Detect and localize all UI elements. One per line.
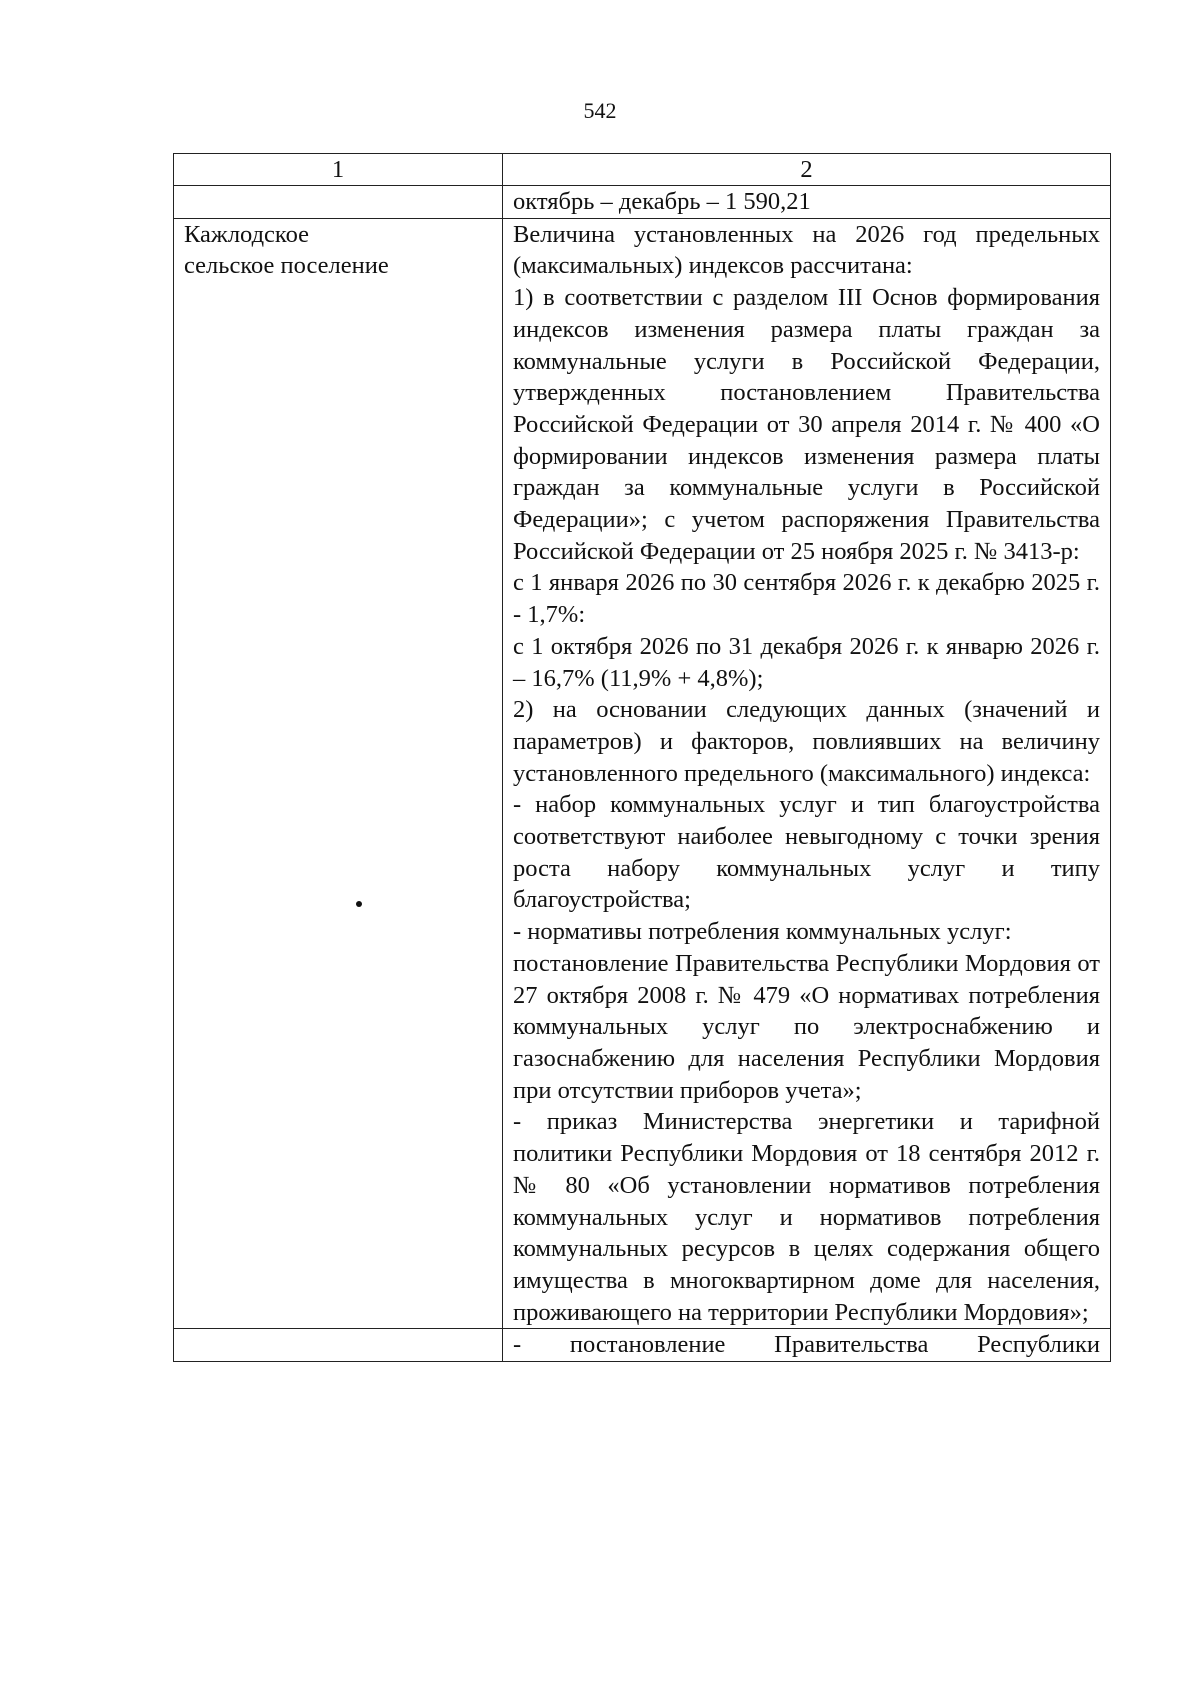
paragraph-intro: Величина установленных на 2026 год предельных (максимальных) индексов рассчитана:: [513, 220, 1100, 280]
header-cell-2: 2: [503, 154, 1111, 186]
row2-col1: [174, 218, 503, 1329]
page-number: 542: [583, 98, 617, 123]
paragraph-item-2: 2) на основании следующих данных (значений и параметров) и факторов, повлиявших на величину установленного предельного (максимального) индекса:: [513, 696, 1100, 787]
paragraph-order-80: - приказ Министерства энергетики и тарифной политики Республики Мордовия от 18 сентября 2012 г. № 80 «Об установлении нормативов потребления коммунальных услуг и нормативов потребления коммунальных ресурсов в целях содержания общего имущества в многоквартирном доме для населения, проживающего на территории Республики Мордовия»;: [513, 1108, 1100, 1326]
row1-col1: [174, 186, 503, 219]
paragraph-services-set: - набор коммунальных услуг и тип благоустройства соответствуют наиболее невыгодному с точки зрения роста набору коммунальных услуг и типу благоустройства;: [513, 791, 1100, 914]
row3-col1: [174, 1329, 503, 1362]
row2-col2: [503, 218, 1111, 1329]
row3-col2: [503, 1329, 1111, 1362]
paragraph-norms-heading: - нормативы потребления коммунальных услуг:: [513, 918, 1012, 946]
header-cell-1: 1: [174, 154, 503, 186]
table-row: [174, 186, 1111, 219]
table-row: [174, 1329, 1111, 1362]
table-row: [174, 218, 1111, 1329]
stray-dot-mark: [356, 901, 362, 907]
settlement-name-line-1: Кажлодское: [184, 220, 310, 248]
table-header-row: [174, 154, 1111, 186]
paragraph-continued: - постановление Правительства Республики: [513, 1331, 1100, 1359]
row1-col2-text: октябрь – декабрь – 1 590,21: [513, 188, 811, 215]
row1-col2: [503, 186, 1111, 219]
paragraph-period-1: с 1 января 2026 по 30 сентября 2026 г. к декабрю 2025 г. - 1,7%:: [513, 569, 1100, 629]
paragraph-item-1: 1) в соответствии с разделом III Основ формирования индексов изменения размера платы граждан за коммунальные услуги в Российской Федерации, утвержденных постановлением Правительства Российской Федерации от 30 апреля 2014 г. № 400 «О формировании индексов изменения размера платы граждан за коммунальные услуги в Российской Федерации»; с учетом распоряжения Правительства Российской Федерации от 25 ноября 2025 г. № 3413-р:: [513, 284, 1100, 565]
document-table: [173, 153, 1111, 1362]
settlement-name-line-2: сельское поселение: [184, 252, 389, 280]
paragraph-period-2: с 1 октября 2026 по 31 декабря 2026 г. к январю 2026 г. – 16,7% (11,9% + 4,8%);: [513, 632, 1100, 692]
paragraph-resolution-479: постановление Правительства Республики Мордовия от 27 октября 2008 г. № 479 «О нормативах потребления коммунальных услуг по электроснабжению и газоснабжению для населения Республики Мордовия при отсутствии приборов учета»;: [513, 949, 1100, 1104]
